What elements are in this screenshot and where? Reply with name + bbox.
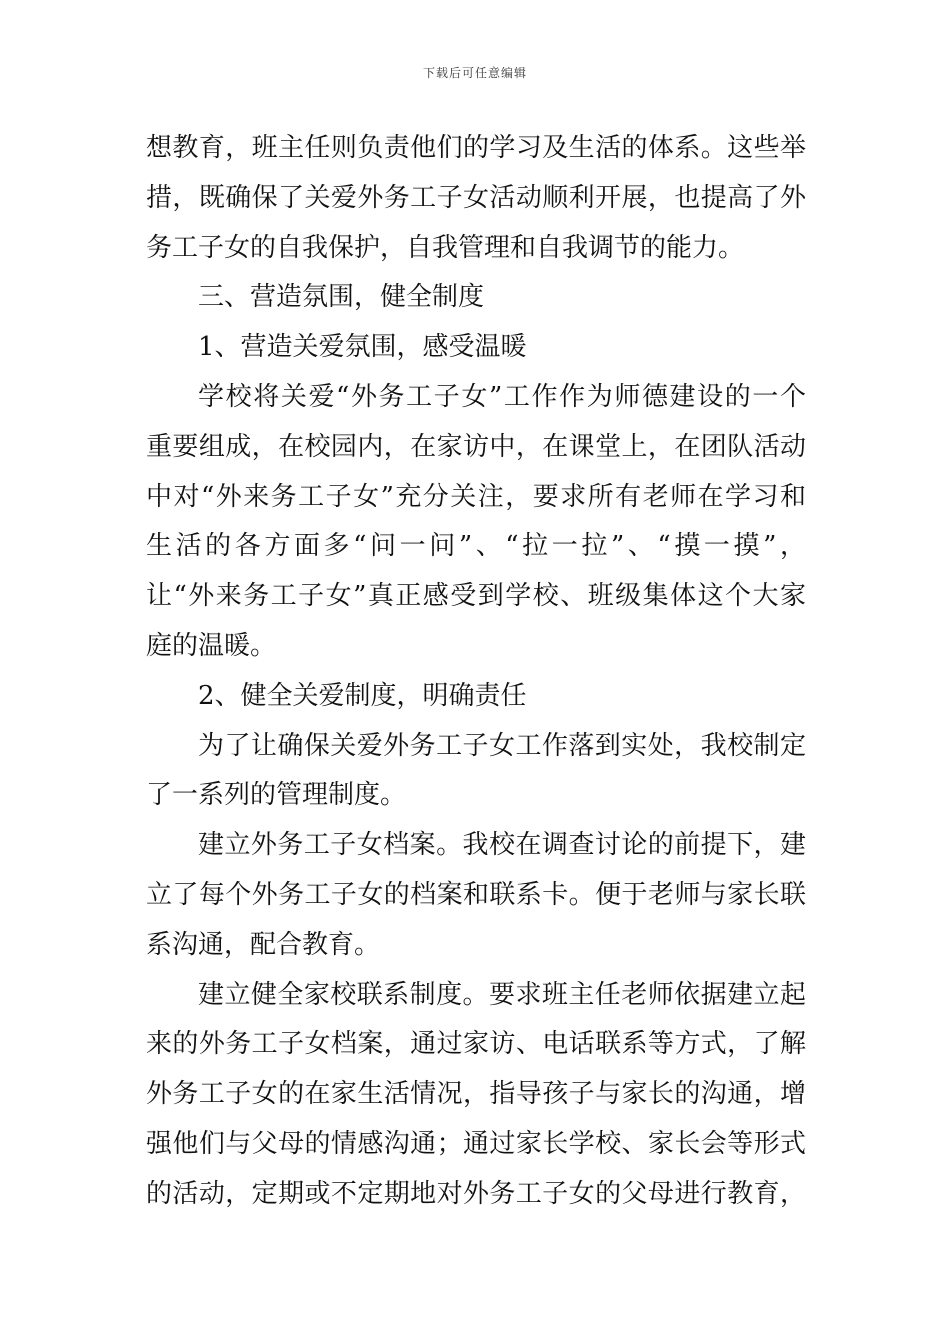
text-line: 建立健全家校联系制度。要求班主任老师依据建立起 xyxy=(198,979,806,1010)
text-line: 重要组成，在校园内，在家访中，在课堂上，在团队活动 xyxy=(146,431,806,462)
text-line: 学校将关爱“外务工子女”工作作为师德建设的一个 xyxy=(198,381,806,412)
text-line: 生活的各方面多“问一问”、“拉一拉”、“摸一摸”， xyxy=(146,531,806,562)
text-line: 系沟通，配合教育。 xyxy=(146,929,381,960)
text-line: 立了每个外务工子女的档案和联系卡。便于老师与家长联 xyxy=(146,879,806,910)
subsection-heading: 1、营造关爱氛围，感受温暖 xyxy=(198,332,527,363)
text-line: 了一系列的管理制度。 xyxy=(146,780,407,811)
text-line: 建立外务工子女档案。我校在调查讨论的前提下，建 xyxy=(198,830,806,861)
text-line: 措，既确保了关爱外务工子女活动顺利开展，也提高了外 xyxy=(146,182,806,213)
text-line: 务工子女的自我保护，自我管理和自我调节的能力。 xyxy=(146,232,745,263)
text-line: 中对“外来务工子女”充分关注，要求所有老师在学习和 xyxy=(146,481,806,512)
text-line: 庭的温暖。 xyxy=(146,630,277,661)
text-line: 为了让确保关爱外务工子女工作落到实处，我校制定 xyxy=(198,730,806,761)
text-line: 想教育，班主任则负责他们的学习及生活的体系。这些举 xyxy=(146,133,806,163)
text-line: 来的外务工子女档案，通过家访、电话联系等方式，了解 xyxy=(146,1029,806,1060)
text-line: 强他们与父母的情感沟通；通过家长学校、家长会等形式 xyxy=(146,1128,806,1159)
text-line: 的活动，定期或不定期地对外务工子女的父母进行教育， xyxy=(146,1178,806,1209)
page-header: 下载后可任意编辑 xyxy=(422,66,527,80)
document-body xyxy=(146,124,806,1220)
text-line: 让“外来务工子女”真正感受到学校、班级集体这个大家 xyxy=(146,581,806,612)
section-heading: 三、营造氛围，健全制度 xyxy=(198,282,485,313)
text-line: 外务工子女的在家生活情况，指导孩子与家长的沟通，增 xyxy=(146,1079,806,1110)
subsection-heading: 2、健全关爱制度，明确责任 xyxy=(198,680,527,711)
